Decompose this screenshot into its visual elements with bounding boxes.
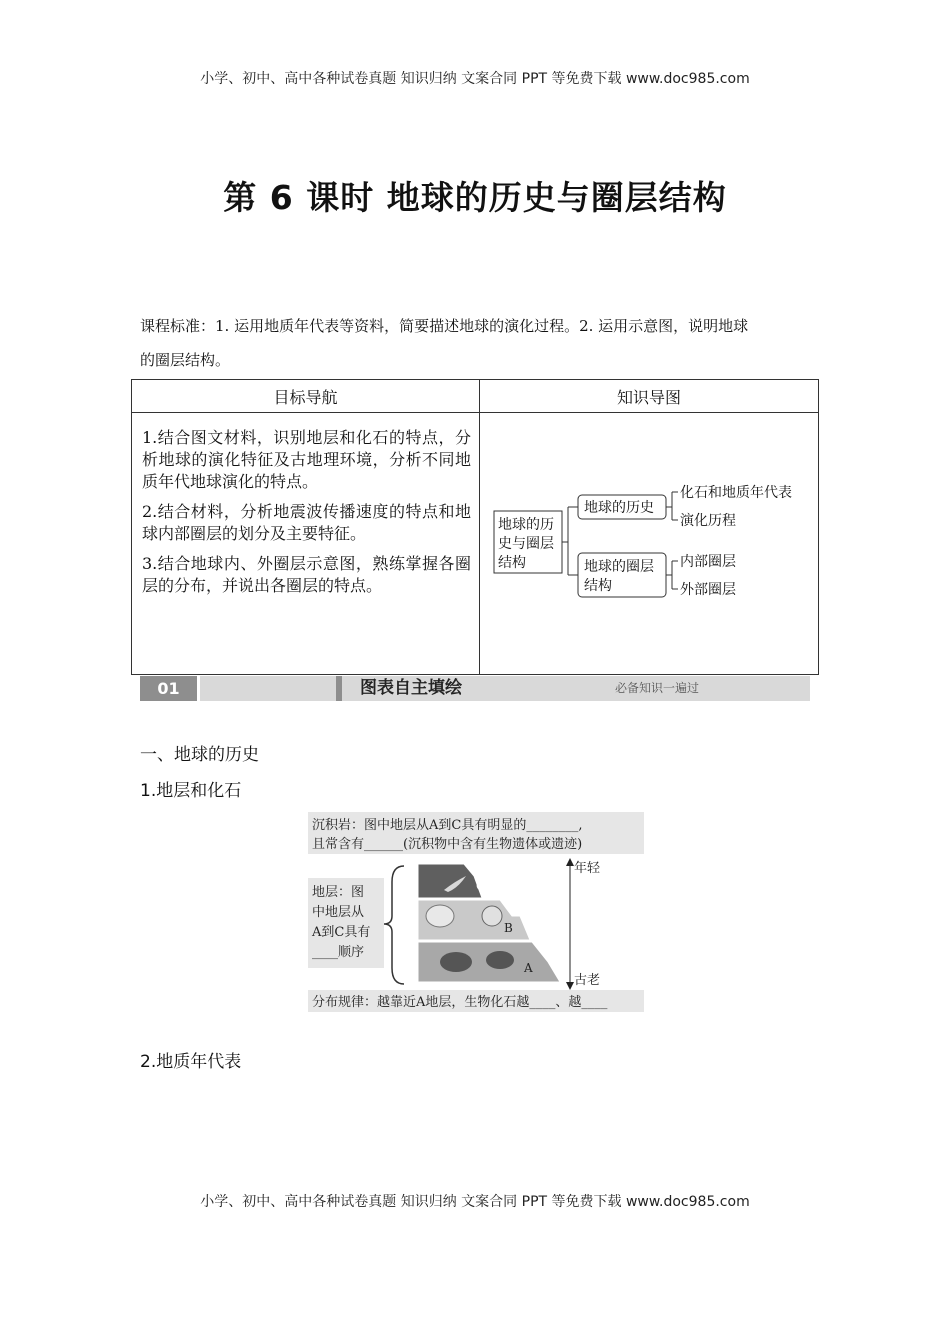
figure-bottom-caption: 分布规律：越靠近A地层，生物化石越____、越____ [312, 995, 608, 1010]
fossil-shell-icon [426, 905, 454, 927]
subheading-geologic-time: 2.地质年代表 [140, 1052, 242, 1072]
banner-number: 01 [140, 676, 197, 701]
figure-top-line-2: 且常含有______(沉积物中含有生物遗体或遗迹) [312, 837, 583, 852]
mindmap-branch-2-leaf-2: 外部圈层 [680, 582, 736, 598]
mindmap-branch-1-label: 地球的历史 [584, 500, 654, 516]
page-footer: 小学、初中、高中各种试卷真题 知识归纳 文案合同 PPT 等免费下载 www.doc985.com [200, 1194, 750, 1210]
banner-divider [197, 676, 200, 701]
layer-b-label: B [504, 921, 513, 935]
label-younger: 年轻 [574, 861, 601, 876]
course-standard-line-2: 的圈层结构。 [140, 351, 231, 369]
goal-item-2: 2.结合材料，分析地震波传播速度的特点和地球内部圈层的划分及主要特征。 [142, 502, 471, 543]
goal-item-1: 1.结合图文材料，识别地层和化石的特点，分析地球的演化特征及古地理环境，分析不同地质年代地球演化的特点。 [142, 428, 471, 491]
mindmap-branch-2-line-2: 结构 [584, 578, 612, 594]
course-standard-line-1: 课程标准：1. 运用地质年代表等资料，简要描述地球的演化过程。2. 运用示意图，说明地球 [140, 317, 749, 335]
mindmap-root-connector [562, 507, 578, 575]
mindmap-branch-2-connector [666, 561, 678, 589]
guide-table [131, 379, 819, 675]
strata-layer-c [418, 864, 482, 898]
goals-cell [132, 413, 480, 675]
banner-note: 必备知识一遍过 [615, 681, 700, 695]
section-heading-history: 一、地球的历史 [140, 745, 259, 765]
layer-a-label: A [524, 961, 533, 975]
figure-brace [384, 866, 404, 984]
strata-figure [308, 812, 644, 1014]
mindmap-header: 知识导图 [480, 380, 819, 413]
label-older: 古老 [574, 973, 601, 988]
mindmap-diagram [480, 413, 818, 673]
mindmap-branch-2-line-1: 地球的圈层 [584, 559, 654, 575]
mindmap-branch-1-connector [666, 492, 678, 520]
time-arrow-up-icon [566, 858, 574, 866]
layer-c-label: C [476, 879, 486, 893]
subheading-strata-fossils: 1.地层和化石 [140, 781, 242, 801]
figure-side-line-4: ____顺序 [312, 945, 365, 960]
goal-item-3: 3.结合地球内、外圈层示意图，熟练掌握各圈层的分布，并说出各圈层的特点。 [142, 554, 471, 595]
mindmap-cell [480, 413, 819, 675]
fossil-trilobite-2-icon [486, 951, 514, 969]
mindmap-branch-2-leaf-1: 内部圈层 [680, 554, 736, 570]
fossil-ammonite-icon [482, 906, 502, 926]
time-arrow-down-icon [566, 982, 574, 990]
page-header: 小学、初中、高中各种试卷真题 知识归纳 文案合同 PPT 等免费下载 www.doc985.com [200, 71, 750, 87]
figure-side-line-2: 中地层从 [312, 905, 365, 920]
figure-top-line-1: 沉积岩：图中地层从A到C具有明显的________, [312, 818, 583, 833]
section-banner [140, 676, 810, 701]
fossil-trilobite-1-icon [440, 952, 472, 972]
mindmap-root-line-3: 结构 [498, 555, 526, 571]
page-title: 第 6 课时 地球的历史与圈层结构 [223, 178, 727, 217]
goals-header: 目标导航 [132, 380, 480, 413]
mindmap-root-line-2: 史与圈层 [498, 536, 554, 552]
figure-side-line-1: 地层：图 [312, 885, 365, 900]
course-standard [140, 309, 815, 377]
mindmap-branch-1-leaf-2: 演化历程 [680, 513, 736, 529]
banner-label: 图表自主填绘 [360, 678, 462, 698]
banner-accent-bar [336, 676, 342, 701]
mindmap-branch-1-leaf-1: 化石和地质年代表 [680, 485, 792, 501]
figure-side-line-3: A到C具有 [312, 925, 371, 940]
mindmap-root-line-1: 地球的历 [498, 517, 554, 533]
